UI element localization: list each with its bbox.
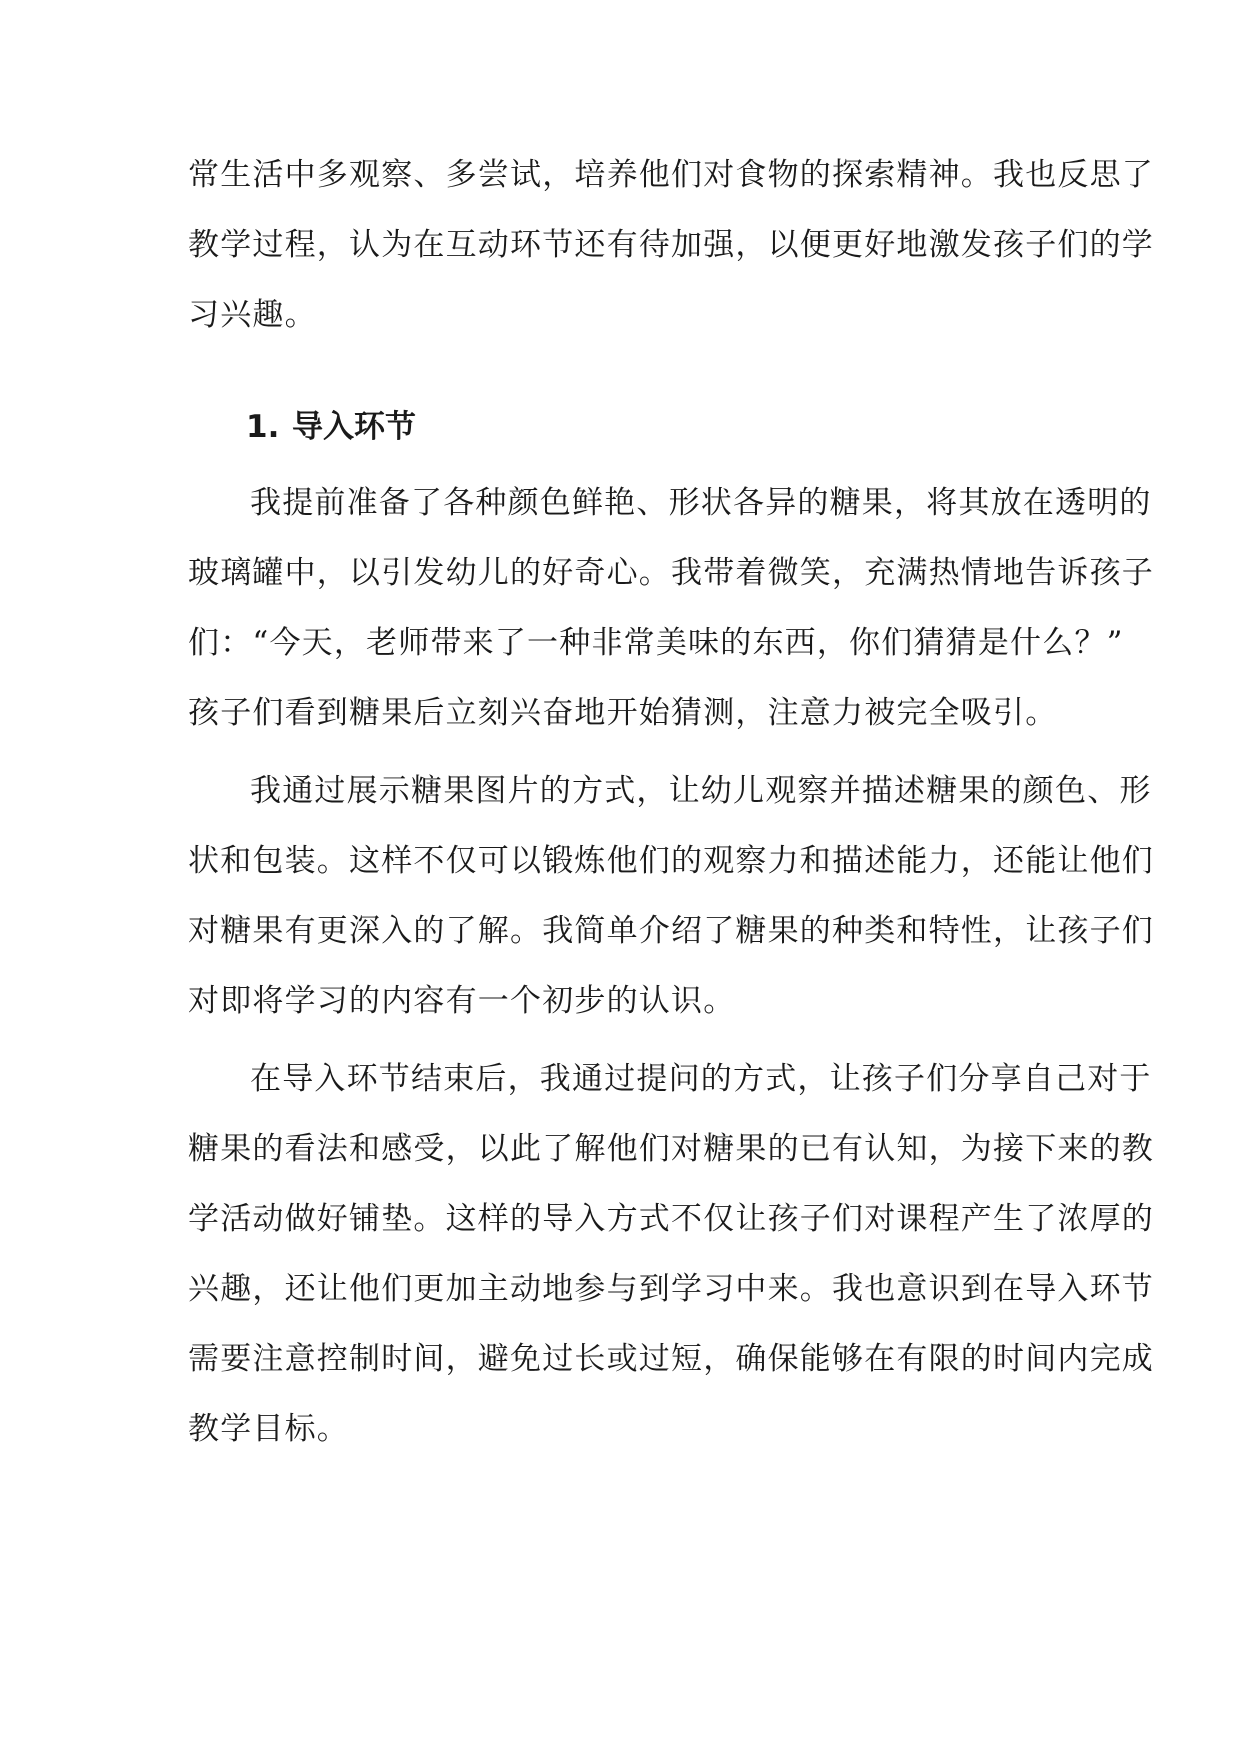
text-line: 教学过程，认为在互动环节还有待加强，以便更好地激发孩子们的学 <box>188 227 1154 263</box>
text-line: 孩子们看到糖果后立刻兴奋地开始猜测，注意力被完全吸引。 <box>188 695 1058 731</box>
document-body <box>188 140 1154 1464</box>
text-line: 玻璃罐中，以引发幼儿的好奇心。我带着微笑，充满热情地告诉孩子 <box>188 555 1154 591</box>
paragraph <box>188 756 1154 1036</box>
text-line: 们：“今天，老师带来了一种非常美味的东西，你们猜猜是什么？” <box>188 625 1124 661</box>
text-line: 我通过展示糖果图片的方式，让幼儿观察并描述糖果的颜色、形 <box>250 773 1152 809</box>
text-line: 糖果的看法和感受，以此了解他们对糖果的已有认知，为接下来的教 <box>188 1131 1154 1167</box>
paragraph <box>188 468 1154 748</box>
section-heading <box>188 392 1053 462</box>
text-line: 学活动做好铺垫。这样的导入方式不仅让孩子们对课程产生了浓厚的 <box>188 1201 1154 1237</box>
text-line: 状和包装。这样不仅可以锻炼他们的观察力和描述能力，还能让他们 <box>188 843 1154 879</box>
text-line: 兴趣，还让他们更加主动地参与到学习中来。我也意识到在导入环节 <box>188 1271 1154 1307</box>
text-line: 习兴趣。 <box>188 297 317 333</box>
text-line: 我提前准备了各种颜色鲜艳、形状各异的糖果，将其放在透明的 <box>250 485 1152 521</box>
section-title: 导入环节 <box>292 409 416 445</box>
section-number: 1. <box>246 409 280 445</box>
text-line: 对糖果有更深入的了解。我简单介绍了糖果的种类和特性，让孩子们 <box>188 913 1154 949</box>
paragraph <box>188 1044 1154 1464</box>
intro-paragraph <box>188 140 1154 350</box>
text-line: 教学目标。 <box>188 1411 349 1447</box>
text-line: 常生活中多观察、多尝试，培养他们对食物的探索精神。我也反思了 <box>188 157 1154 193</box>
text-line: 对即将学习的内容有一个初步的认识。 <box>188 983 736 1019</box>
text-line: 需要注意控制时间，避免过长或过短，确保能够在有限的时间内完成 <box>188 1341 1154 1377</box>
text-line: 在导入环节结束后，我通过提问的方式，让孩子们分享自己对于 <box>250 1061 1152 1097</box>
